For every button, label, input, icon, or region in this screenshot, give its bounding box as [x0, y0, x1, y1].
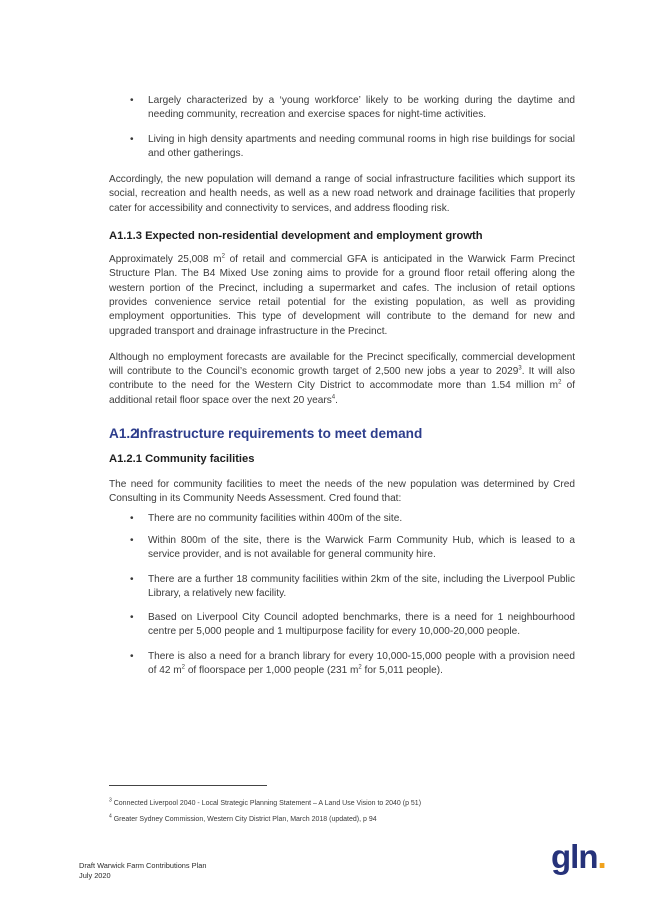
bullet-icon: • — [130, 534, 134, 546]
paragraph-retail-gfa: Approximately 25,008 $m^2$ of retail and commercial GFA is anticipated in the Warwick Farm Precinct Structure Plan. The B4 Mixed Use zoning aims to provide for a ground floor retail offering along the western portion of the Precinct, including a supermarket and cafes. The inclusion of retail options provides convenience service retail potential for the existing population, as well as providing employment opportunities. This type of development will contribute to the demand for new and upgraded transport and drainage infrastructure in the Precinct. — [109, 253, 575, 337]
gln-logo: gln. — [551, 838, 606, 875]
footnote-3: $^3$ Connected Liverpool 2040 - Local Strategic Planning Statement – A Land Use Vision to 2040 (p 51) — [109, 797, 422, 807]
bullet-icon: • — [130, 133, 134, 145]
bullet-icon: • — [130, 95, 134, 106]
list-item: • Largely characterized by a ‘young workforce’ likely to be working during the daytime and needing community, recreation and exercise spaces for night-time activities. — [130, 95, 575, 121]
footnote-4: $^4$ Greater Sydney Commission, Western City District Plan, March 2018 (updated), p 94 — [109, 813, 377, 823]
list-item: • There are no community facilities within 400m of the site. — [109, 512, 575, 526]
bullet-icon: • — [130, 573, 134, 585]
body-content — [109, 94, 575, 678]
paragraph-employment: Although no employment forecasts are available for the Precinct specifically, commercial development will contribute to the Council’s economic growth target of 2,500 new jobs a year to 2029$^3$. It will also contribute to the need for the Western City District to accommodate more than 1.54 million $m^2$ of additional retail floor space over the next 20 years$^4$. — [109, 351, 575, 406]
population-bullets — [109, 94, 575, 161]
list-item: • There are a further 18 community facilities within 2km of the site, including the Liverpool Public Library, a relatively new facility. — [130, 573, 575, 599]
bullet-icon: • — [130, 512, 134, 524]
community-bullets — [109, 512, 575, 679]
heading-a113: A1.1.3 Expected non-residential development and employment growth — [109, 230, 483, 243]
footnote-divider — [109, 785, 267, 786]
bullet-icon: • — [130, 612, 134, 624]
page-footer — [79, 861, 206, 881]
bullet-icon: • — [130, 650, 134, 662]
footer-title: Draft Warwick Farm Contributions Plan — [79, 861, 207, 870]
paragraph-community-need: The need for community facilities to meet the needs of the new population was determined by Cred Consulting in its Community Needs Assessment. Cred found that: — [109, 479, 575, 505]
footer-date: July 2020 — [79, 871, 111, 880]
list-item: • Based on Liverpool City Council adopted benchmarks, there is a need for 1 neighbourhood centre per 5,000 people and 1 multipurpose facility for every 10,000-20,000 people. — [130, 612, 575, 638]
list-item: • There is also a need for a branch library for every 10,000-15,000 people with a provision need of 42 $m^2$ of floorspace per 1,000 people (231 $m^2$ for 5,011 people). — [130, 650, 575, 677]
list-item: • Within 800m of the site, there is the Warwick Farm Community Hub, which is leased to a service provider, and is not available for general community hire. — [130, 534, 575, 561]
heading-a121: A1.2.1 Community facilities — [109, 453, 255, 466]
heading-a12: A1.2Infrastructure requirements to meet demand — [109, 426, 423, 442]
list-item: • Living in high density apartments and needing communal rooms in high rise buildings for social and other gatherings. — [130, 133, 575, 159]
paragraph-accordingly: Accordingly, the new population will demand a range of social infrastructure facilities which support its social, recreation and health needs, as well as a new road network and drainage facilities that properly cater for accessibility and connectivity to services, and address flooding risk. — [109, 174, 575, 214]
